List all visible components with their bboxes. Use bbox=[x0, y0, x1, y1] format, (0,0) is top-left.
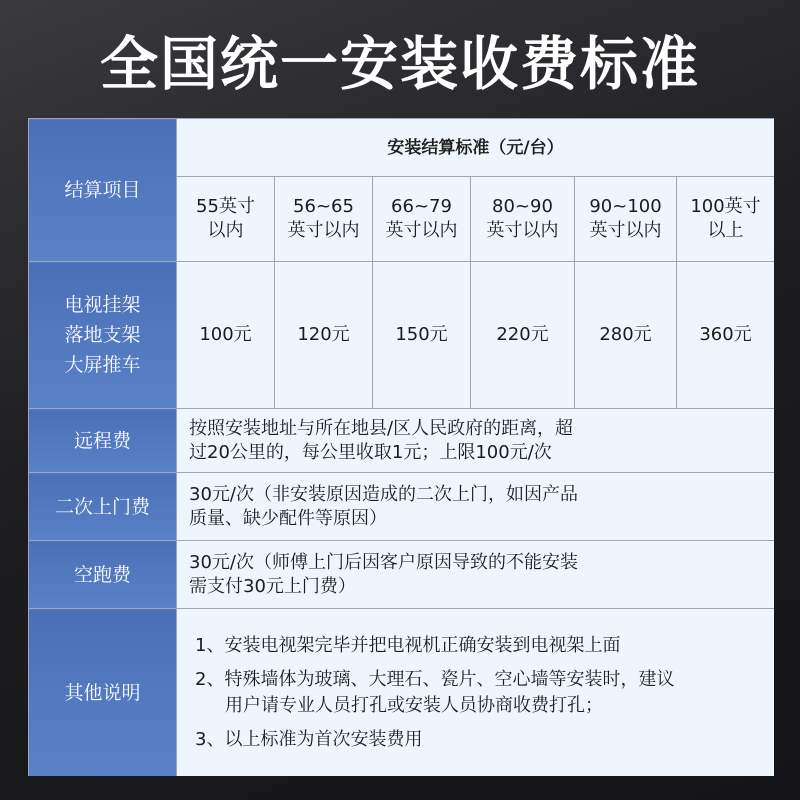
standard-header-label: 安装结算标准（元/台） bbox=[387, 137, 564, 158]
price-cell: 100元 bbox=[177, 262, 275, 409]
remote-fee-label: 远程费 bbox=[29, 409, 177, 473]
second-visit-desc: 30元/次（非安装原因造成的二次上门，如因产品 质量、缺少配件等原因） bbox=[177, 473, 775, 541]
empty-run-desc: 30元/次（师傅上门后因客户原因导致的不能安装 需支付30元上门费） bbox=[177, 541, 775, 609]
page-title: 全国统一安装收费标准 bbox=[99, 30, 700, 98]
standard-header-cell bbox=[177, 119, 775, 177]
item-header-label: 结算项目 bbox=[64, 179, 141, 201]
note-item: 1、安装电视架完毕并把电视机正确安装到电视架上面 bbox=[195, 634, 621, 656]
size-header-5: 100英寸 以上 bbox=[677, 177, 775, 262]
size-header-4: 90~100 英寸以内 bbox=[575, 177, 677, 262]
notes-label: 其他说明 bbox=[29, 609, 177, 777]
price-cell: 280元 bbox=[575, 262, 677, 409]
second-visit-label: 二次上门费 bbox=[29, 473, 177, 541]
remote-fee-desc: 按照安装地址与所在地县/区人民政府的距离，超 过20公里的，每公里收取1元；上限100元/次 bbox=[177, 409, 775, 473]
price-cell: 150元 bbox=[373, 262, 471, 409]
price-cell: 220元 bbox=[471, 262, 575, 409]
size-header-1: 56~65 英寸以内 bbox=[275, 177, 373, 262]
note-item: 3、以上标准为首次安装费用 bbox=[195, 728, 423, 750]
note-item: 2、特殊墙体为玻璃、大理石、瓷片、空心墙等安装时，建议 用户请专业人员打孔或安装人员协商收费打孔； bbox=[195, 668, 675, 716]
notes-cell bbox=[177, 609, 775, 777]
size-header-3: 80~90 英寸以内 bbox=[471, 177, 575, 262]
fee-table bbox=[28, 118, 774, 776]
size-header-0: 55英寸 以内 bbox=[177, 177, 275, 262]
price-cell: 360元 bbox=[677, 262, 775, 409]
empty-run-label: 空跑费 bbox=[29, 541, 177, 609]
fee-table-container bbox=[28, 118, 774, 776]
item-header-cell bbox=[29, 119, 177, 262]
price-cell: 120元 bbox=[275, 262, 373, 409]
mount-row-label: 电视挂架 落地支架 大屏推车 bbox=[29, 262, 177, 409]
size-header-2: 66~79 英寸以内 bbox=[373, 177, 471, 262]
